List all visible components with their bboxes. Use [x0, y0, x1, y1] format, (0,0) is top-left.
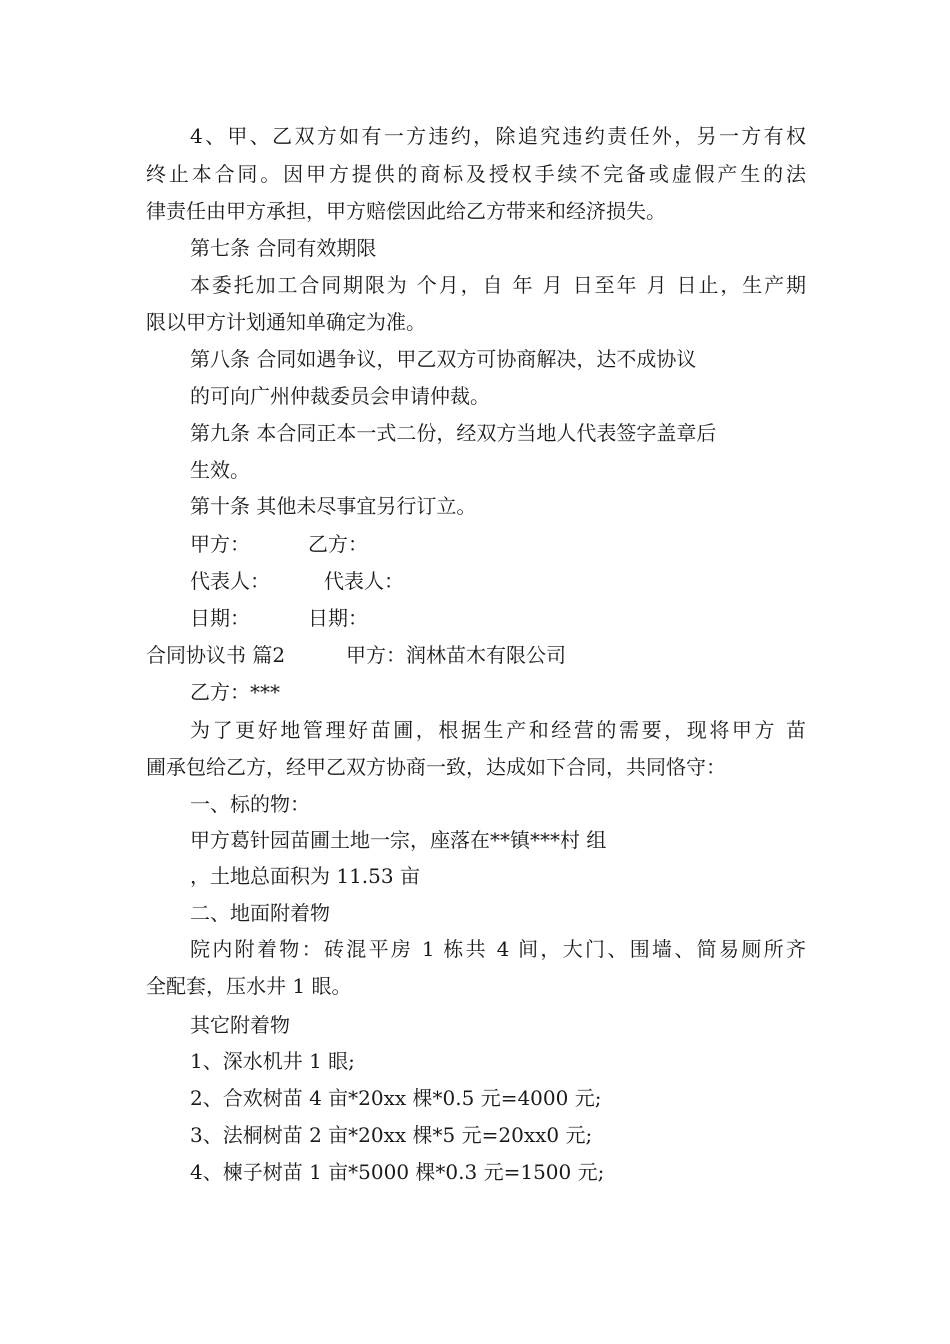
section2-other-heading: 其它附着物: [190, 1013, 290, 1037]
clause9-line1: 第九条 本合同正本一式二份，经双方当地人代表签字盖章后: [190, 421, 717, 445]
signature-date-b: 日期：: [308, 606, 368, 630]
contract2-party-b: 乙方：***: [190, 680, 280, 704]
contract2-intro-line2: 圃承包给乙方，经甲乙双方协商一致，达成如下合同，共同恪守：: [146, 755, 726, 779]
clause8-line2: 的可向广州仲裁委员会申请仲裁。: [190, 384, 490, 408]
section2-heading: 二、地面附着物: [190, 901, 330, 925]
clause7-body-line1: 本委托加工合同期限为 个月，自 年 月 日至年 月 日止，生产期: [190, 273, 806, 297]
section2-yard-line2: 全配套，压水井 1 眼。: [146, 974, 352, 998]
section1-line2: ，土地总面积为 11.53 亩: [190, 864, 420, 888]
contract2-title: 合同协议书 篇2: [146, 643, 286, 667]
clause6-item4-line3: 律责任由甲方承担，甲方赔偿因此给乙方带来和经济损失。: [146, 199, 666, 223]
contract2-intro-line1: 为了更好地管理好苗圃，根据生产和经营的需要，现将甲方 苗: [190, 718, 806, 742]
clause6-item4-line2: 终止本合同。因甲方提供的商标及授权手续不完备或虚假产生的法: [146, 162, 806, 186]
section2-item-4: 4、楝子树苗 1 亩*5000 棵*0.3 元=1500 元;: [190, 1160, 605, 1184]
clause9-line2: 生效。: [190, 458, 250, 482]
signature-party-a: 甲方：: [190, 532, 250, 556]
section2-item-1: 1、深水机井 1 眼;: [190, 1049, 355, 1073]
section1-heading: 一、标的物：: [190, 792, 310, 816]
section2-item-3: 3、法桐树苗 2 亩*20xx 棵*5 元=20xx0 元;: [190, 1123, 593, 1147]
clause7-heading: 第七条 合同有效期限: [190, 236, 377, 260]
contract2-party-a: 甲方：润林苗木有限公司: [346, 643, 566, 667]
section2-yard-line1: 院内附着物：砖混平房 1 栋共 4 间，大门、围墙、简易厕所齐: [190, 937, 806, 961]
section2-item-2: 2、合欢树苗 4 亩*20xx 棵*0.5 元=4000 元;: [190, 1086, 602, 1110]
signature-rep-b: 代表人：: [324, 569, 404, 593]
clause7-body-line2: 限以甲方计划通知单确定为准。: [146, 310, 426, 334]
signature-rep-a: 代表人：: [190, 569, 270, 593]
clause10: 第十条 其他未尽事宜另行订立。: [190, 494, 477, 518]
signature-date-a: 日期：: [190, 606, 250, 630]
clause8-line1: 第八条 合同如遇争议，甲乙双方可协商解决，达不成协议: [190, 347, 697, 371]
clause6-item4-line1: 4、甲、乙双方如有一方违约，除追究违约责任外，另一方有权: [190, 124, 806, 148]
signature-party-b: 乙方：: [308, 532, 368, 556]
section1-line1: 甲方葛针园苗圃土地一宗，座落在**镇***村 组: [190, 828, 607, 852]
